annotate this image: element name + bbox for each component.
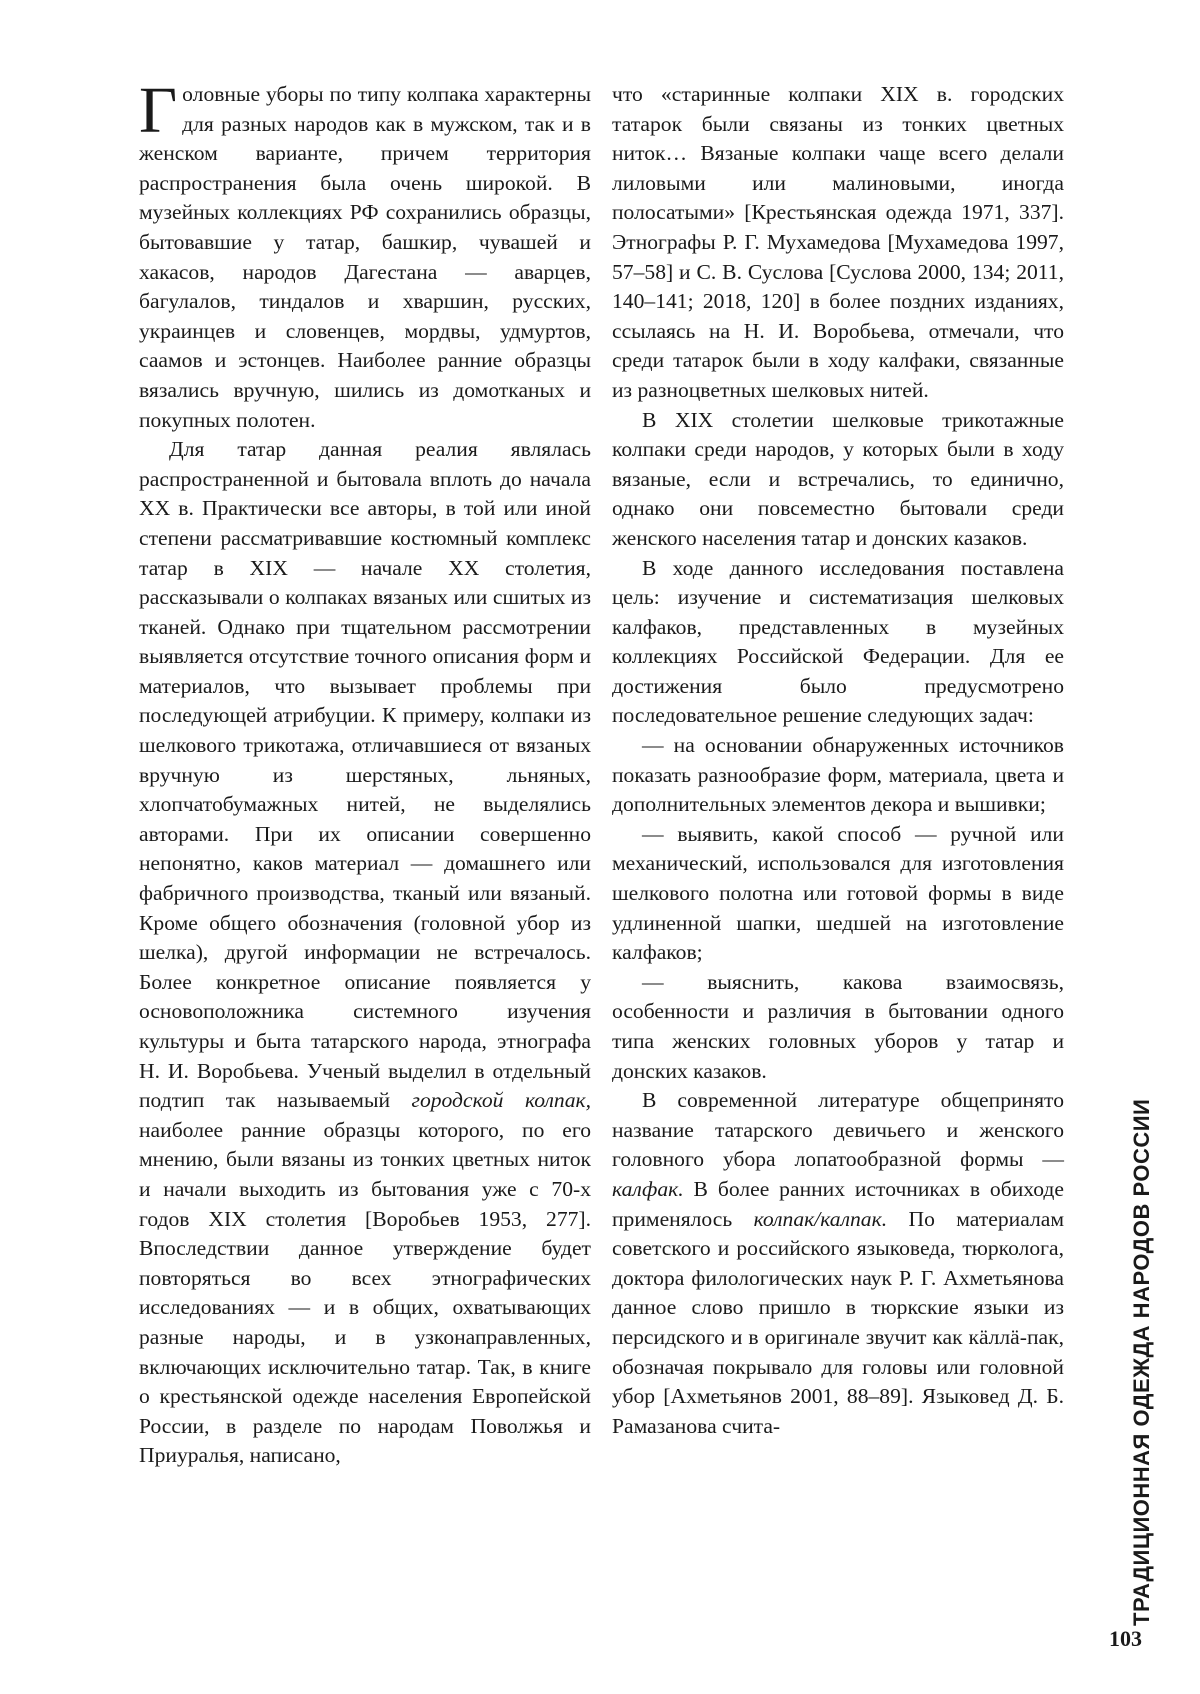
running-title: ТРАДИЦИОННАЯ ОДЕЖДА НАРОДОВ РОССИИ bbox=[1129, 1098, 1154, 1626]
paragraph-text: наиболее ранние образцы которого, по его мнению, были вязаны из тонких цветных ниток и начали выходить из бытования уже с 70-х годов XIX столетия [Воробьев 1953, 277]. Впоследствии данное утверждение будет повторяться во всех этнографических исследованиях — и в общих, охватывающих разные народы, и в узконаправленных, включающих исключительно татар. Так, в книге о крестьянской одежде населения Европейской России, в разделе по народам Поволжья и Приуралья, написано, bbox=[139, 1117, 591, 1468]
paragraph: что «старинные колпаки XIX в. городских татарок были связаны из тонких цветных ниток… Вязаные колпаки чаще всего делали лиловыми или малиновыми, иногда полосатыми» [Крестьянская одежда 1971, 337]. Этнографы Р. Г. Мухамедова [Мухамедова 1997, 57–58] и С. В. Суслова [Суслова 2000, 134; 2011, 140–141; 2018, 120] в более поздних изданиях, ссылаясь на Н. И. Воробьева, отмечали, что среди татарок были в ходу калфаки, связанные из разноцветных шелковых нитей. bbox=[612, 82, 1064, 402]
italic-term: колпак/калпак. bbox=[753, 1206, 888, 1231]
page-number: 103 bbox=[1109, 1626, 1142, 1651]
list-item: — выяснить, какова взаимосвязь, особенности и различия в бытовании одного типа женских головных уборов у татар и донских казаков. bbox=[612, 969, 1064, 1083]
paragraph-text: оловные уборы по типу колпака характерны для разных народов как в мужском, так и в женском варианте, причем территория распространения была очень широкой. В музейных коллекциях РФ сохранились образцы, бытовавшие у татар, башкир, чувашей и хакасов, народов Дагестана — аварцев, багулалов, тиндалов и хваршин, русских, украинцев и словенцев, мордвы, удмуртов, саамов и эстонцев. Наиболее ранние образцы вязались вручную, шились из домотканых и покупных полотен. bbox=[139, 82, 591, 432]
paragraph: В XIX столетии шелковые трикотажные колпаки среди народов, у которых были в ходу вязаные, если и встречались, то единично, однако они повсеместно бытовали среди женского населения татар и донских казаков. bbox=[612, 407, 1064, 550]
right-column bbox=[612, 80, 1064, 1441]
drop-cap: Г bbox=[139, 74, 178, 147]
paragraph-text: В современной литературе общепринято название татарского девичьего и женского головного убора лопатообразной формы — bbox=[612, 1088, 1064, 1172]
paragraph bbox=[612, 1086, 1064, 1441]
italic-term: калфак. bbox=[612, 1176, 684, 1201]
paragraph-text: Для татар данная реалия являлась распространенной и бытовала вплоть до начала XX в. Практически все авторы, в той или иной степени рассматривавшие костюмный комплекс татар в XIX — начале XX столетия, рассказывали о колпаках вязаных или сшитых из тканей. Однако при тщательном рассмотрении выявляется отсутствие точного описания форм и материалов, что вызывает проблемы при последующей атрибуции. К примеру, колпаки из шелкового трикотажа, отличавшиеся от вязаных вручную из шерстяных, льняных, хлопчатобумажных нитей, не выделялись авторами. При их описании совершенно непонятно, каков материал — домашнего или фабричного производства, тканый или вязаный. Кроме общего обозначения (головной убор из шелка), другой информации не встречалось. Более конкретное описание появляется у основоположника системного изучения культуры и быта татарского народа, этнографа Н. И. Воробьева. Ученый выделил в отдельный подтип так называемый bbox=[139, 437, 591, 1113]
list-item: — на основании обнаруженных источников показать разнообразие форм, материала, цвета и дополнительных элементов декора и вышивки; bbox=[612, 733, 1064, 817]
paragraph bbox=[139, 74, 591, 435]
list-item: — выявить, какой способ — ручной или механический, использовался для изготовления шелкового полотна или готовой формы в виде удлиненной шапки, шедшей на изготовление калфаков; bbox=[612, 821, 1064, 965]
paragraph-text: По материалам советского и российского языковеда, тюрколога, доктора филологических наук Р. Г. Ахметьянова данное слово пришло в тюркские языки из персидского и в оригинале звучит как кӓллӓ-пак, обозначая покрывало для головы или головной убор [Ахметьянов 2001, 88–89]. Языковед Д. Б. Рамазанова счита- bbox=[612, 1206, 1064, 1438]
paragraph-text: В более ранних источниках в обиходе применялось bbox=[612, 1176, 1064, 1231]
left-column bbox=[139, 74, 591, 1471]
paragraph: В ходе данного исследования поставлена цель: изучение и систематизация шелковых калфаков, представленных в музейных коллекциях Российской Федерации. Для ее достижения было предусмотрено последовательное решение следующих задач: bbox=[612, 555, 1064, 728]
paragraph bbox=[139, 435, 591, 1471]
italic-term: городской колпак, bbox=[411, 1088, 591, 1113]
